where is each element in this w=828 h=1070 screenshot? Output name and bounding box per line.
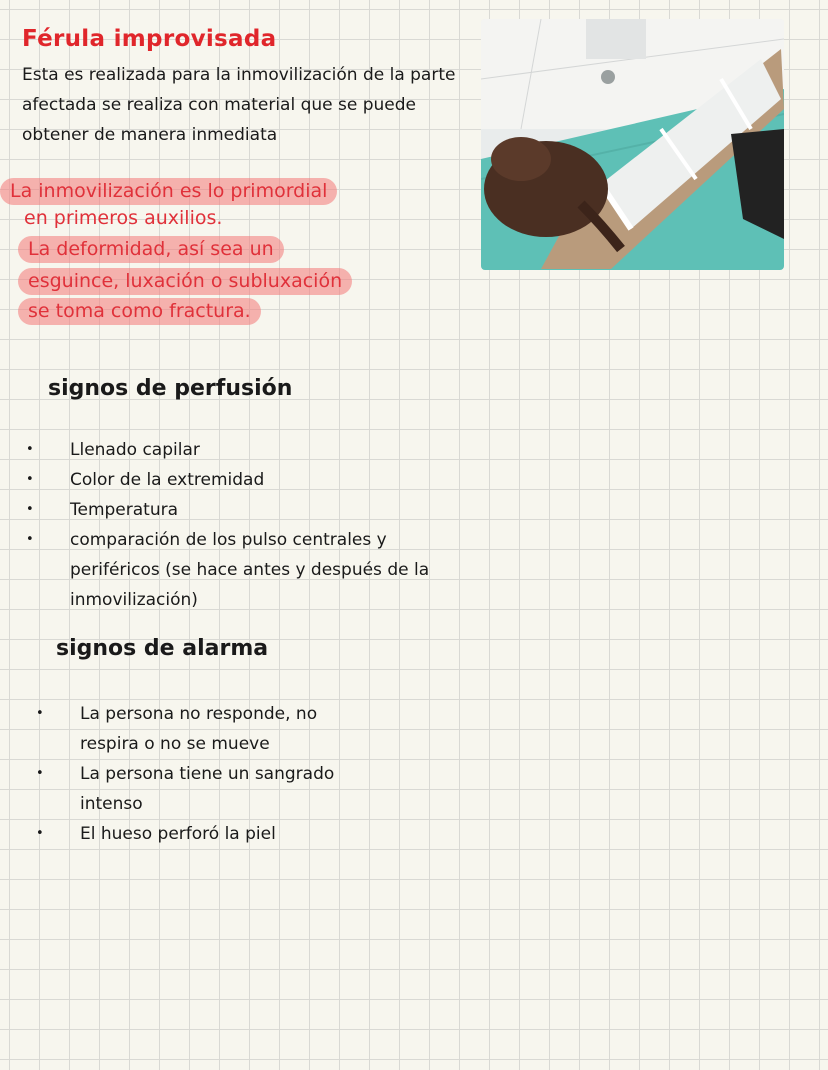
page-title: Férula improvisada: [22, 26, 277, 52]
list-item: • La persona no responde, no respira o no se mueve: [36, 699, 366, 759]
highlight-line-5: se toma como fractura.: [18, 298, 261, 325]
highlight-line-4: esguince, luxación o subluxación: [18, 268, 352, 295]
splinted-leg-photo: [481, 19, 784, 270]
list-item: • Llenado capilar: [26, 435, 466, 465]
alarma-heading: signos de alarma: [56, 636, 269, 661]
alarma-list: [36, 699, 366, 849]
highlight-line-3: La deformidad, así sea un: [18, 236, 284, 263]
perfusion-list: [26, 435, 466, 615]
highlight-line-2: en primeros auxilios.: [24, 207, 223, 229]
list-item: • Color de la extremidad: [26, 465, 466, 495]
list-item: • El hueso perforó la piel: [36, 819, 366, 849]
list-item: • Temperatura: [26, 495, 466, 525]
intro-text: Esta es realizada para la inmovilización de la parte afectada se realiza con material que se puede obtener de manera inmediata: [22, 65, 456, 145]
highlight-line-1: La inmovilización es lo primordial: [0, 178, 337, 205]
list-item: • comparación de los pulso centrales y periféricos (se hace antes y después de la inmovilización): [26, 525, 466, 615]
list-item: • La persona tiene un sangrado intenso: [36, 759, 366, 819]
perfusion-heading: signos de perfusión: [48, 376, 293, 401]
